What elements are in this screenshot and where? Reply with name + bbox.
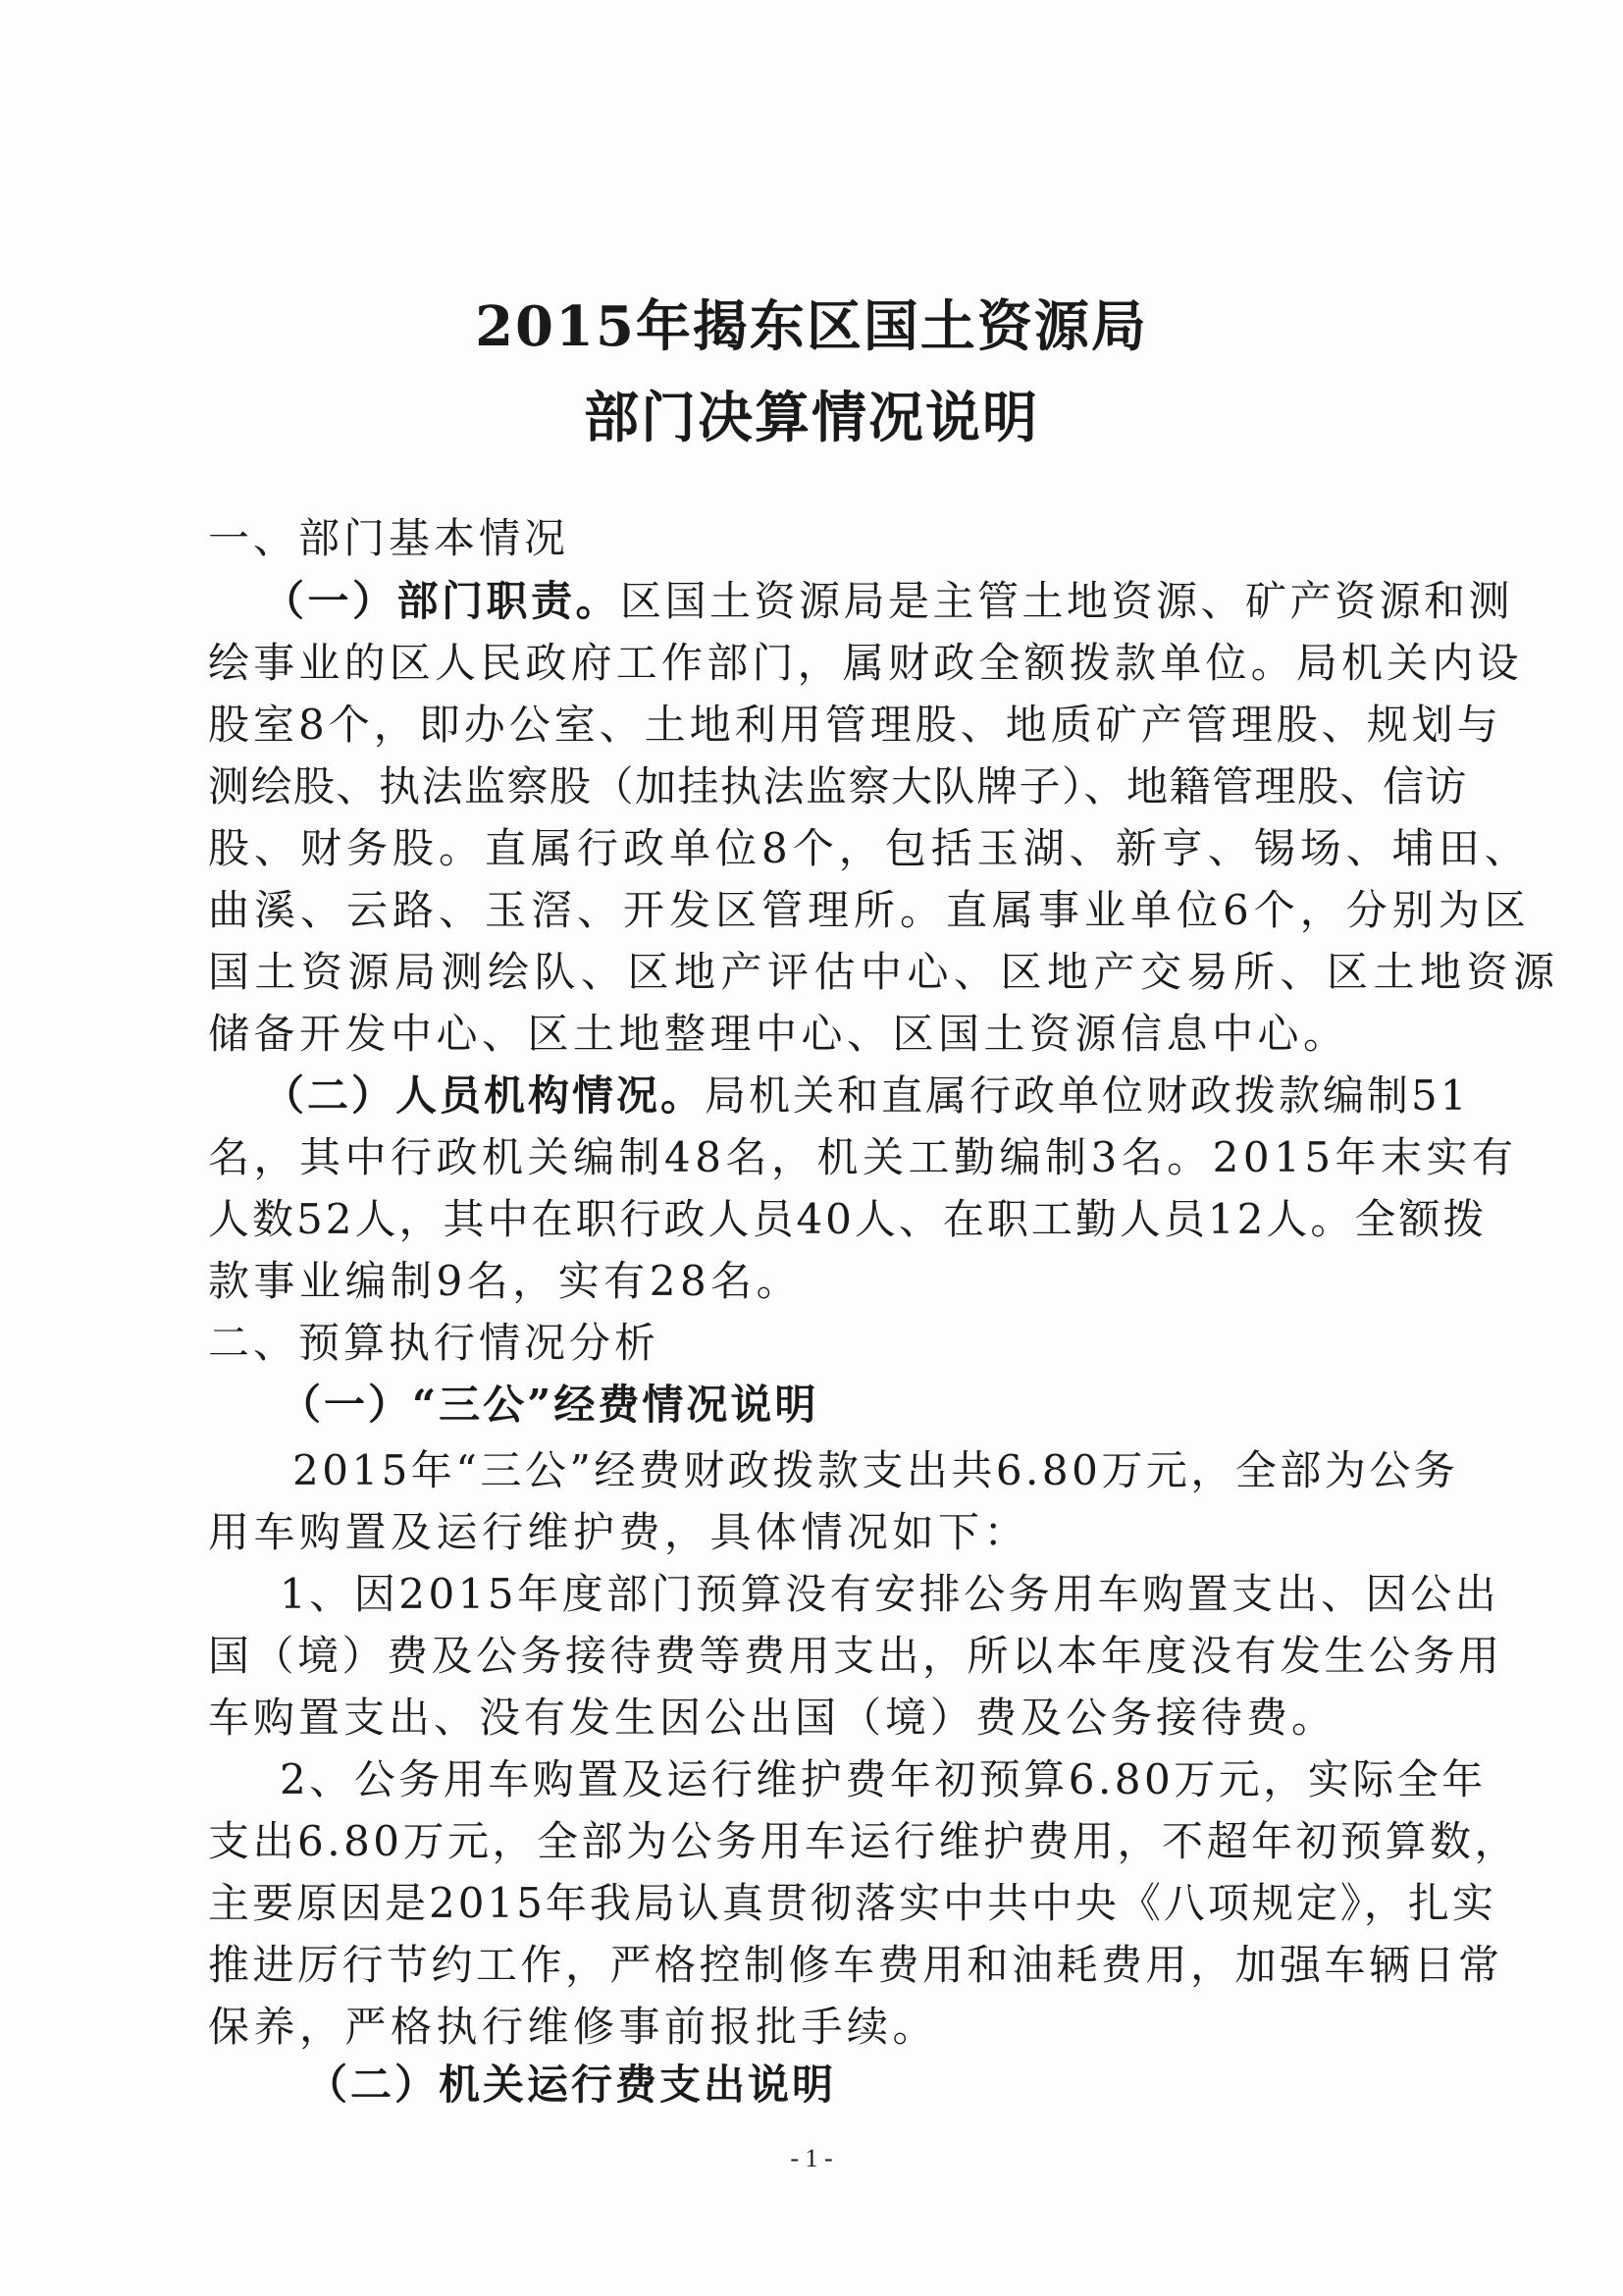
section2-sub2-heading: （二）机关运行费支出说明 [306, 2061, 837, 2109]
section1-p1-line8: 储备开发中心、区土地整理中心、区国土资源信息中心。 [208, 1010, 1349, 1058]
section2-sub1-intro-line1: 2015年“三公”经费财政拨款支出共6.80万元，全部为公务 [292, 1446, 1459, 1494]
section1-p1-line1 [263, 577, 1539, 625]
section1-p1-line1-text: 区国土资源局是主管土地资源、矿产资源和测 [620, 577, 1514, 625]
section2-sub1-item1-line1: 1、因2015年度部门预算没有安排公务用车购置支出、因公出 [280, 1570, 1500, 1618]
section1-p1-line3: 股室8个，即办公室、土地利用管理股、地质矿产管理股、规划与 [208, 701, 1502, 749]
section1-p2-line3: 人数52人，其中在职行政人员40人、在职工勤人员12人。全额拨 [208, 1195, 1488, 1243]
section2-sub1-item2-line4: 推进厉行节约工作，严格控制修车费用和油耗费用，加强车辆日常 [208, 1941, 1503, 1989]
section1-p2-line4: 款事业编制9名，实有28名。 [208, 1257, 803, 1305]
document-title-line2: 部门决算情况说明 [584, 386, 1039, 450]
section1-p1-line7: 国土资源局测绘队、区地产评估中心、区地产交易所、区土地资源 [208, 948, 1560, 996]
section2-sub1-intro-line2: 用车购置及运行维护费，具体情况如下： [208, 1508, 1030, 1556]
section2-sub1-item1-line3: 车购置支出、没有发生因公出国（境）费及公务接待费。 [208, 1694, 1337, 1742]
section1-p2-line1-text: 局机关和直属行政单位财政拨款编制51 [705, 1071, 1470, 1120]
section2-sub1-heading: （一）“三公”经费情况说明 [280, 1381, 819, 1429]
section2-sub1-item2-line2: 支出6.80万元，全部为公务用车运行维护费用，不超年初预算数， [208, 1817, 1520, 1865]
page-number: - 1 - [790, 2144, 833, 2172]
section2-sub1-item2-line1: 2、公务用车购置及运行维护费年初预算6.80万元，实际全年 [280, 1755, 1487, 1803]
section1-p1-line5: 股、财务股。直属行政单位8个，包括玉湖、新亨、锡场、埔田、 [208, 824, 1531, 872]
section1-p1-line4: 测绘股、执法监察股（加挂执法监察大队牌子）、地籍管理股、信访 [208, 762, 1469, 810]
section1-p1-lead: （一）部门职责。 [263, 577, 621, 625]
section2-sub1-item1-line2: 国（境）费及公务接待费等费用支出，所以本年度没有发生公务用 [208, 1632, 1503, 1680]
section1-p1-line6: 曲溪、云路、玉滘、开发区管理所。直属事业单位6个，分别为区 [208, 886, 1531, 934]
section1-p2-line2: 名，其中行政机关编制48名，机关工勤编制3名。2015年末实有 [208, 1133, 1518, 1181]
section1-p1-line2: 绘事业的区人民政府工作部门，属财政全额拨款单位。局机关内设 [208, 639, 1523, 687]
section1-p2-line1 [263, 1071, 1539, 1120]
section2-sub1-item2-line3: 主要原因是2015年我局认真贯彻落实中共中央《八项规定》，扎实 [208, 1879, 1496, 1927]
section1-heading: 一、部门基本情况 [208, 514, 570, 562]
document-title-line1: 2015年揭东区国土资源局 [475, 294, 1148, 359]
section2-heading: 二、预算执行情况分析 [208, 1319, 660, 1367]
section1-p2-lead: （二）人员机构情况。 [263, 1071, 706, 1120]
section2-sub1-item2-line5: 保养，严格执行维修事前报批手续。 [208, 2003, 939, 2051]
